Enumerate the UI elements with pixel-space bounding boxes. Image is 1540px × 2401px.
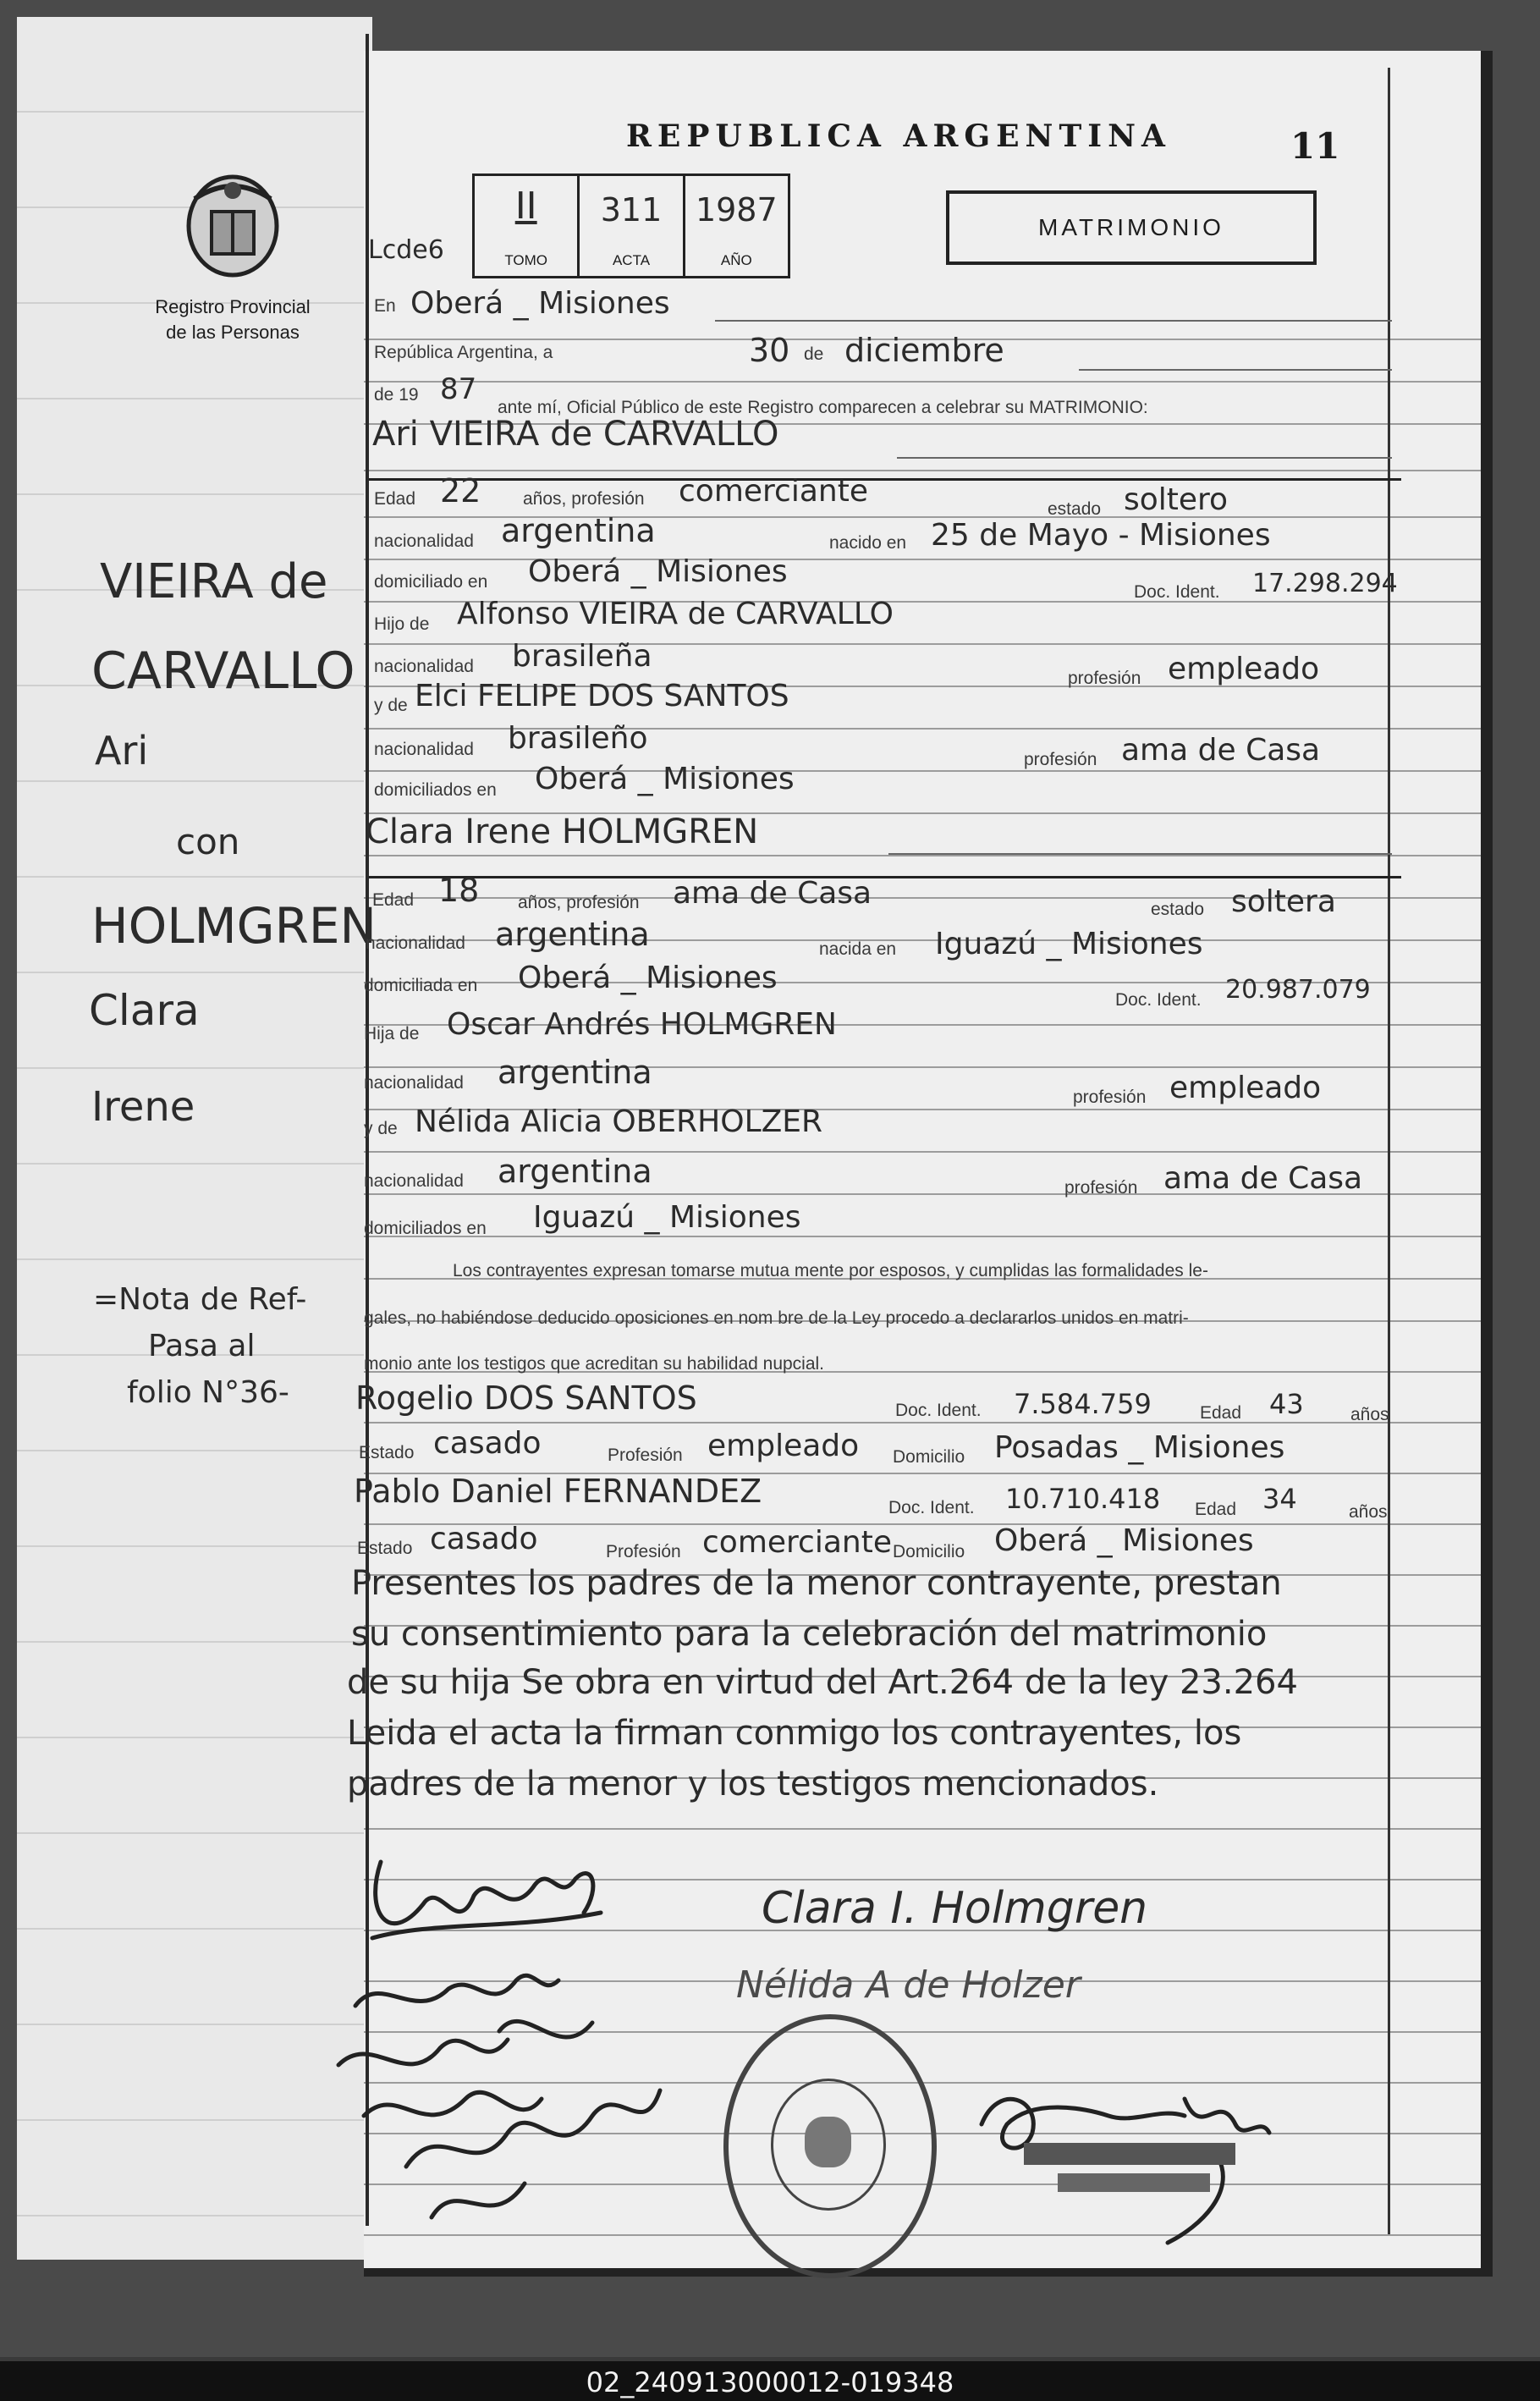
bride-nacionalidad: argentina [495, 916, 650, 953]
witness2-prof: comerciante [702, 1525, 892, 1560]
margin-surname3: HOLMGREN [91, 897, 377, 955]
republica-label: República Argentina, a [374, 343, 553, 362]
witness2-dom: Oberá _ Misiones [994, 1523, 1254, 1558]
groom-hijo-label: Hijo de [374, 614, 430, 634]
record-number-box [472, 173, 790, 278]
witness1-doc: 7.584.759 [1014, 1388, 1152, 1420]
record-type-label: MATRIMONIO [1038, 214, 1224, 240]
record-type-box [946, 190, 1317, 265]
groom-dom-label: domiciliado en [374, 572, 488, 592]
witness1-edad: 43 [1269, 1388, 1304, 1420]
ano-value: 1987 [695, 191, 778, 229]
registry-name-line2: de las Personas [166, 322, 300, 343]
bride-mother-prof-label: profesión [1064, 1178, 1138, 1198]
groom-nacionalidad: argentina [501, 512, 656, 549]
bride-nacida: Iguazú _ Misiones [935, 927, 1203, 961]
bride-nac-label: nacionalidad [366, 933, 465, 953]
witness1-estado: casado [433, 1426, 542, 1461]
groom-nacido-label: nacido en [829, 533, 907, 553]
date-de-label: de [804, 344, 824, 364]
margin-surname2: CARVALLO [91, 642, 355, 701]
groom-name: Ari VIEIRA de CARVALLO [372, 415, 779, 454]
ano-cell [685, 176, 788, 276]
official-seal-icon [723, 2014, 937, 2278]
groom-doms-label: domiciliados en [374, 780, 497, 800]
tomo-cell [475, 176, 580, 276]
bride-nacida-label: nacida en [819, 939, 897, 959]
place-value: Oberá _ Misiones [410, 286, 670, 321]
observation-line-2: su consentimiento para la celebración del matrimonio [351, 1615, 1268, 1654]
groom-mother-nac: brasileño [508, 721, 648, 756]
tomo-label: TOMO [504, 252, 547, 268]
margin-note1: =Nota de Ref- [93, 1282, 307, 1317]
witness1-dom-label: Domicilio [893, 1447, 965, 1467]
groom-father-nac-label: nacionalidad [374, 657, 474, 676]
margin-surname1: VIEIRA de [100, 554, 328, 609]
bride-yde-label: y de [364, 1119, 398, 1138]
bride-mother-nac: argentina [498, 1153, 652, 1190]
groom-doc-label: Doc. Ident. [1134, 582, 1220, 602]
mother-signature: Nélida A de Holzer [736, 1963, 1081, 2007]
margin-first-name: Ari [95, 728, 149, 774]
date-day: 30 [749, 332, 790, 369]
year-prefix: de 19 [374, 385, 419, 405]
coat-of-arms-icon [178, 165, 288, 288]
section-divider-groom [369, 478, 1401, 481]
en-label: En [374, 296, 396, 316]
bride-estado: soltera [1231, 884, 1336, 919]
tomo-value: II [514, 184, 537, 228]
witness2-doc-label: Doc. Ident. [888, 1498, 975, 1517]
bride-doc: 20.987.079 [1225, 975, 1371, 1005]
groom-doc: 17.298.294 [1252, 569, 1398, 598]
bride-name: Clara Irene HOLMGREN [366, 812, 759, 851]
bride-mother-nac-label: nacionalidad [364, 1171, 464, 1191]
bride-signature: Clara I. Holmgren [762, 1883, 1148, 1934]
officer-signature-icon [965, 2065, 1328, 2264]
groom-parents-dom: Oberá _ Misiones [535, 762, 795, 796]
witness1-prof: empleado [707, 1429, 860, 1463]
observation-line-3: de su hija Se obra en virtud del Art.264 de la ley 23.264 [347, 1663, 1298, 1702]
bride-father-prof-label: profesión [1073, 1088, 1147, 1107]
bride-parents-dom: Iguazú _ Misiones [533, 1200, 801, 1235]
groom-father-nac: brasileña [512, 639, 652, 674]
margin-note2: Pasa al [148, 1329, 256, 1363]
bride-profesion: ama de Casa [673, 876, 872, 911]
witness2-estado: casado [430, 1522, 538, 1556]
margin-con: con [176, 821, 240, 862]
section-divider-bride [369, 876, 1401, 878]
groom-father: Alfonso VIEIRA de CARVALLO [457, 597, 894, 631]
witness2-anos-label: años [1349, 1502, 1388, 1522]
observation-line-4: Leida el acta la firman conmigo los contrayentes, los [347, 1714, 1242, 1753]
bride-doc-label: Doc. Ident. [1115, 990, 1202, 1010]
acta-label: ACTA [612, 252, 651, 268]
republic-heading: REPUBLICA ARGENTINA [626, 118, 1171, 154]
bride-father-prof: empleado [1169, 1071, 1322, 1105]
bride-hija-label: Hija de [364, 1024, 420, 1044]
year-suffix: 87 [440, 372, 477, 406]
witness2-doc: 10.710.418 [1005, 1483, 1161, 1515]
witness1-name: Rogelio DOS SANTOS [355, 1379, 697, 1417]
witness2-estado-label: Estado [357, 1539, 413, 1558]
ano-label: AÑO [720, 252, 752, 268]
groom-domicilio: Oberá _ Misiones [528, 554, 788, 589]
witness1-prof-label: Profesión [608, 1446, 683, 1465]
scan-id-label: 02_240913000012-019348 [586, 2366, 954, 2398]
right-border-line [1388, 68, 1390, 2234]
groom-nac-label: nacionalidad [374, 531, 474, 551]
acta-value: 311 [600, 191, 663, 229]
bride-mother-prof: ama de Casa [1163, 1161, 1363, 1196]
bride-edad-label: Edad [372, 890, 415, 910]
observation-line-1: Presentes los padres de la menor contrayente, prestan [351, 1564, 1282, 1603]
witness1-dom: Posadas _ Misiones [994, 1430, 1285, 1465]
bride-profesion-label: años, profesión [518, 893, 640, 912]
bride-domicilio: Oberá _ Misiones [518, 961, 778, 995]
groom-profesion: comerciante [679, 474, 868, 509]
date-month: diciembre [844, 332, 1004, 369]
witness2-name: Pablo Daniel FERNANDEZ [354, 1473, 762, 1510]
page-number: 11 [1290, 125, 1340, 167]
groom-estado: soltero [1124, 482, 1229, 517]
groom-yde-label: y de [374, 696, 408, 715]
bride-father: Oscar Andrés HOLMGREN [447, 1007, 837, 1042]
groom-mother: Elci FELIPE DOS SANTOS [415, 679, 789, 713]
groom-edad-label: Edad [374, 489, 416, 509]
witness2-dom-label: Domicilio [893, 1542, 965, 1561]
groom-mother-nac-label: nacionalidad [374, 740, 474, 759]
margin-name2b: Irene [91, 1083, 195, 1131]
groom-father-prof-label: profesión [1068, 669, 1141, 688]
bride-father-nac-label: nacionalidad [364, 1073, 464, 1093]
bride-doms-label: domiciliados en [364, 1219, 487, 1238]
margin-name2a: Clara [89, 986, 200, 1035]
witness1-anos-label: años [1350, 1405, 1389, 1424]
formal-line1: Los contrayentes expresan tomarse mutua mente por esposos, y cumplidas las formalidades le- [453, 1261, 1208, 1280]
bride-mother: Nélida Alicia OBERHOLZER [415, 1104, 823, 1139]
groom-estado-label: estado [1048, 499, 1102, 519]
bride-father-nac: argentina [498, 1054, 652, 1091]
bride-edad: 18 [438, 872, 480, 909]
bride-dom-label: domiciliada en [364, 976, 478, 995]
acta-cell [580, 176, 685, 276]
bride-estado-label: estado [1151, 900, 1205, 919]
formal-line3: monio ante los testigos que acreditan su habilidad nupcial. [364, 1354, 825, 1374]
witness2-edad-label: Edad [1195, 1500, 1237, 1519]
witness1-edad-label: Edad [1200, 1403, 1242, 1423]
witness2-edad: 34 [1262, 1483, 1297, 1515]
lcde-code: Lcde6 [368, 235, 444, 265]
witness2-prof-label: Profesión [606, 1542, 681, 1561]
formal-line2: gales, no habiéndose deducido oposiciones en nom bre de la Ley procedo a declararlos unidos en matri- [364, 1308, 1189, 1328]
groom-profesion-label: años, profesión [523, 489, 645, 509]
groom-edad: 22 [440, 472, 481, 509]
groom-father-prof: empleado [1168, 652, 1320, 686]
groom-nacido: 25 de Mayo - Misiones [931, 518, 1271, 553]
groom-mother-prof: ama de Casa [1121, 733, 1321, 768]
registry-name-line1: Registro Provincial [155, 296, 311, 317]
oficial-text: ante mí, Oficial Público de este Registro comparecen a celebrar su MATRIMONIO: [498, 398, 1148, 417]
groom-mother-prof-label: profesión [1024, 750, 1097, 769]
margin-note3: folio N°36- [127, 1375, 289, 1410]
witness1-doc-label: Doc. Ident. [895, 1401, 982, 1420]
observation-line-5: padres de la menor y los testigos mencionados. [347, 1765, 1159, 1804]
witness1-estado-label: Estado [359, 1443, 415, 1462]
